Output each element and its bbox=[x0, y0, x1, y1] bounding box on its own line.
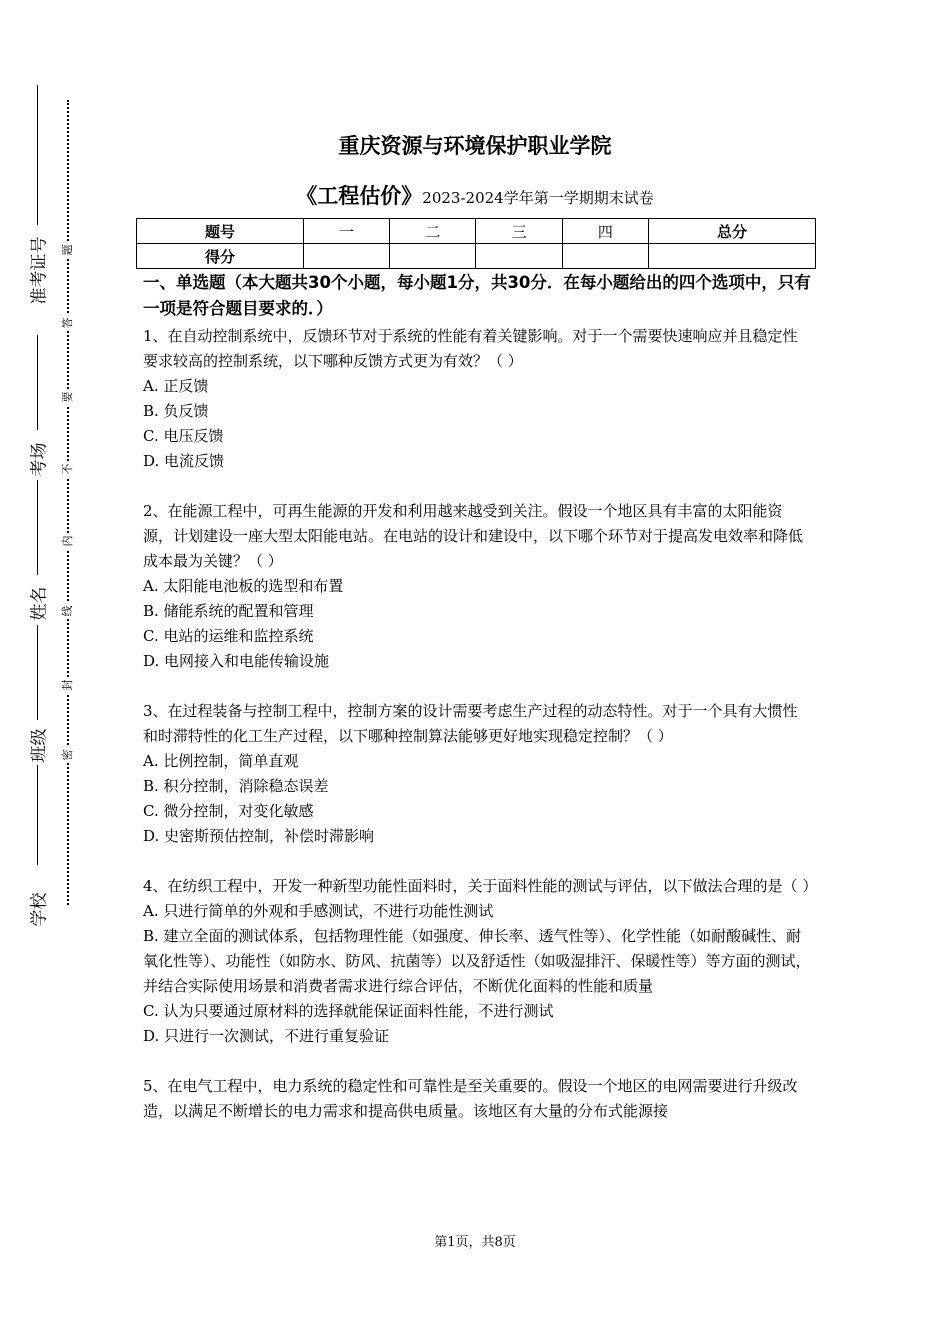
score-table bbox=[136, 218, 816, 269]
question-stem: 1、在自动控制系统中，反馈环节对于系统的性能有着关键影响。对于一个需要快速响应并且稳定性要求较高的控制系统，以下哪种反馈方式更为有效？（ ） bbox=[143, 327, 798, 370]
score-input-cell bbox=[390, 244, 476, 269]
option: A. 只进行简单的外观和手感测试，不进行功能性测试 bbox=[143, 902, 494, 920]
school-name: 重庆资源与环境保护职业学院 bbox=[338, 134, 612, 158]
binding-line bbox=[37, 480, 38, 575]
score-cell: 得分 bbox=[137, 244, 304, 269]
option: B. 负反馈 bbox=[143, 402, 209, 420]
score-input-cell bbox=[476, 244, 562, 269]
seal-char: 内 bbox=[61, 533, 75, 549]
score-input-cell bbox=[562, 244, 648, 269]
course-title: 《工程估价》 bbox=[296, 184, 423, 208]
option: D. 只进行一次测试，不进行重复验证 bbox=[143, 1027, 390, 1045]
page-footer: 第1页，共8页 bbox=[434, 1235, 516, 1250]
exam-room-label: 考场 bbox=[29, 442, 50, 477]
option: C. 认为只要通过原材料的选择就能保证面料性能，不进行测试 bbox=[143, 1002, 554, 1020]
section-title: 一、单选题（本大题共30个小题，每小题1分，共30分．在每小题给出的四个选项中，只有一项是符合题目要求的．） bbox=[143, 273, 811, 318]
score-cell: 一 bbox=[304, 219, 390, 244]
option: A. 正反馈 bbox=[143, 377, 209, 395]
option: D. 史密斯预估控制，补偿时滞影响 bbox=[143, 827, 375, 845]
score-table-score-row bbox=[137, 244, 816, 269]
option: A. 太阳能电池板的选型和布置 bbox=[143, 577, 344, 595]
seal-dotted-line bbox=[67, 100, 69, 905]
question-stem: 4、在纺织工程中，开发一种新型功能性面料时，关于面料性能的测试与评估，以下做法合理的是（ ） bbox=[143, 877, 818, 895]
school-label: 学校 bbox=[29, 892, 50, 927]
score-cell: 总分 bbox=[648, 219, 815, 244]
option: B. 积分控制，消除稳态误差 bbox=[143, 777, 329, 795]
question bbox=[143, 874, 818, 1049]
question-stem: 5、在电气工程中，电力系统的稳定性和可靠性是至关重要的。假设一个地区的电网需要进行升级改造，以满足不断增长的电力需求和提高供电质量。该地区有大量的分布式能源接 bbox=[143, 1077, 798, 1120]
score-cell: 四 bbox=[562, 219, 648, 244]
seal-char: 线 bbox=[61, 603, 75, 619]
score-input-cell bbox=[648, 244, 815, 269]
question bbox=[143, 1074, 811, 1124]
name-label: 姓名 bbox=[29, 586, 50, 621]
question bbox=[143, 324, 811, 474]
score-table-header-row bbox=[137, 219, 816, 244]
score-cell: 三 bbox=[476, 219, 562, 244]
question-stem: 3、在过程装备与控制工程中，控制方案的设计需要考虑生产过程的动态特性。对于一个具有大惯性和时滞特性的化工生产过程，以下哪种控制算法能够更好地实现稳定控制？（ ） bbox=[143, 702, 798, 745]
exam-content bbox=[143, 270, 818, 1124]
option: B. 建立全面的测试体系，包括物理性能（如强度、伸长率、透气性等）、化学性能（如耐酸碱性、耐氧化性等）、功能性（如防水、防风、抗菌等）以及舒适性（如吸湿排汗、保暖性等）等方面的测试，并结合实际使用场景和消费者需求进行综合评估，不断优化面料的性能和质量 bbox=[143, 927, 811, 995]
option: C. 微分控制，对变化敏感 bbox=[143, 802, 314, 820]
seal-char: 封 bbox=[61, 677, 75, 693]
question bbox=[143, 699, 811, 849]
exam-number-label: 准考证号 bbox=[29, 236, 50, 305]
seal-char: 题 bbox=[61, 242, 75, 258]
question-stem: 2、在能源工程中，可再生能源的开发和利用越来越受到关注。假设一个地区具有丰富的太阳能资源，计划建设一座大型太阳能电站。在电站的设计和建设中，以下哪个环节对于提高发电效率和降低成本最为关键？（ ） bbox=[143, 502, 804, 570]
score-cell: 二 bbox=[390, 219, 476, 244]
exam-subtitle bbox=[0, 180, 950, 210]
class-label: 班级 bbox=[29, 728, 50, 763]
binding-line bbox=[37, 765, 38, 865]
option: C. 电站的运维和监控系统 bbox=[143, 627, 314, 645]
option: D. 电网接入和电能传输设施 bbox=[143, 652, 330, 670]
binding-line bbox=[37, 335, 38, 430]
option: C. 电压反馈 bbox=[143, 427, 224, 445]
option: B. 储能系统的配置和管理 bbox=[143, 602, 314, 620]
binding-line bbox=[37, 625, 38, 720]
seal-char: 答 bbox=[61, 315, 75, 331]
score-input-cell bbox=[304, 244, 390, 269]
seal-char: 不 bbox=[61, 461, 75, 477]
question bbox=[143, 499, 811, 674]
seal-char: 要 bbox=[61, 389, 75, 405]
option: A. 比例控制，简单直观 bbox=[143, 752, 299, 770]
score-cell: 题号 bbox=[137, 219, 304, 244]
option: D. 电流反馈 bbox=[143, 452, 225, 470]
exam-term: 2023-2024学年第一学期期末试卷 bbox=[422, 189, 654, 207]
seal-char: 密 bbox=[61, 747, 75, 763]
